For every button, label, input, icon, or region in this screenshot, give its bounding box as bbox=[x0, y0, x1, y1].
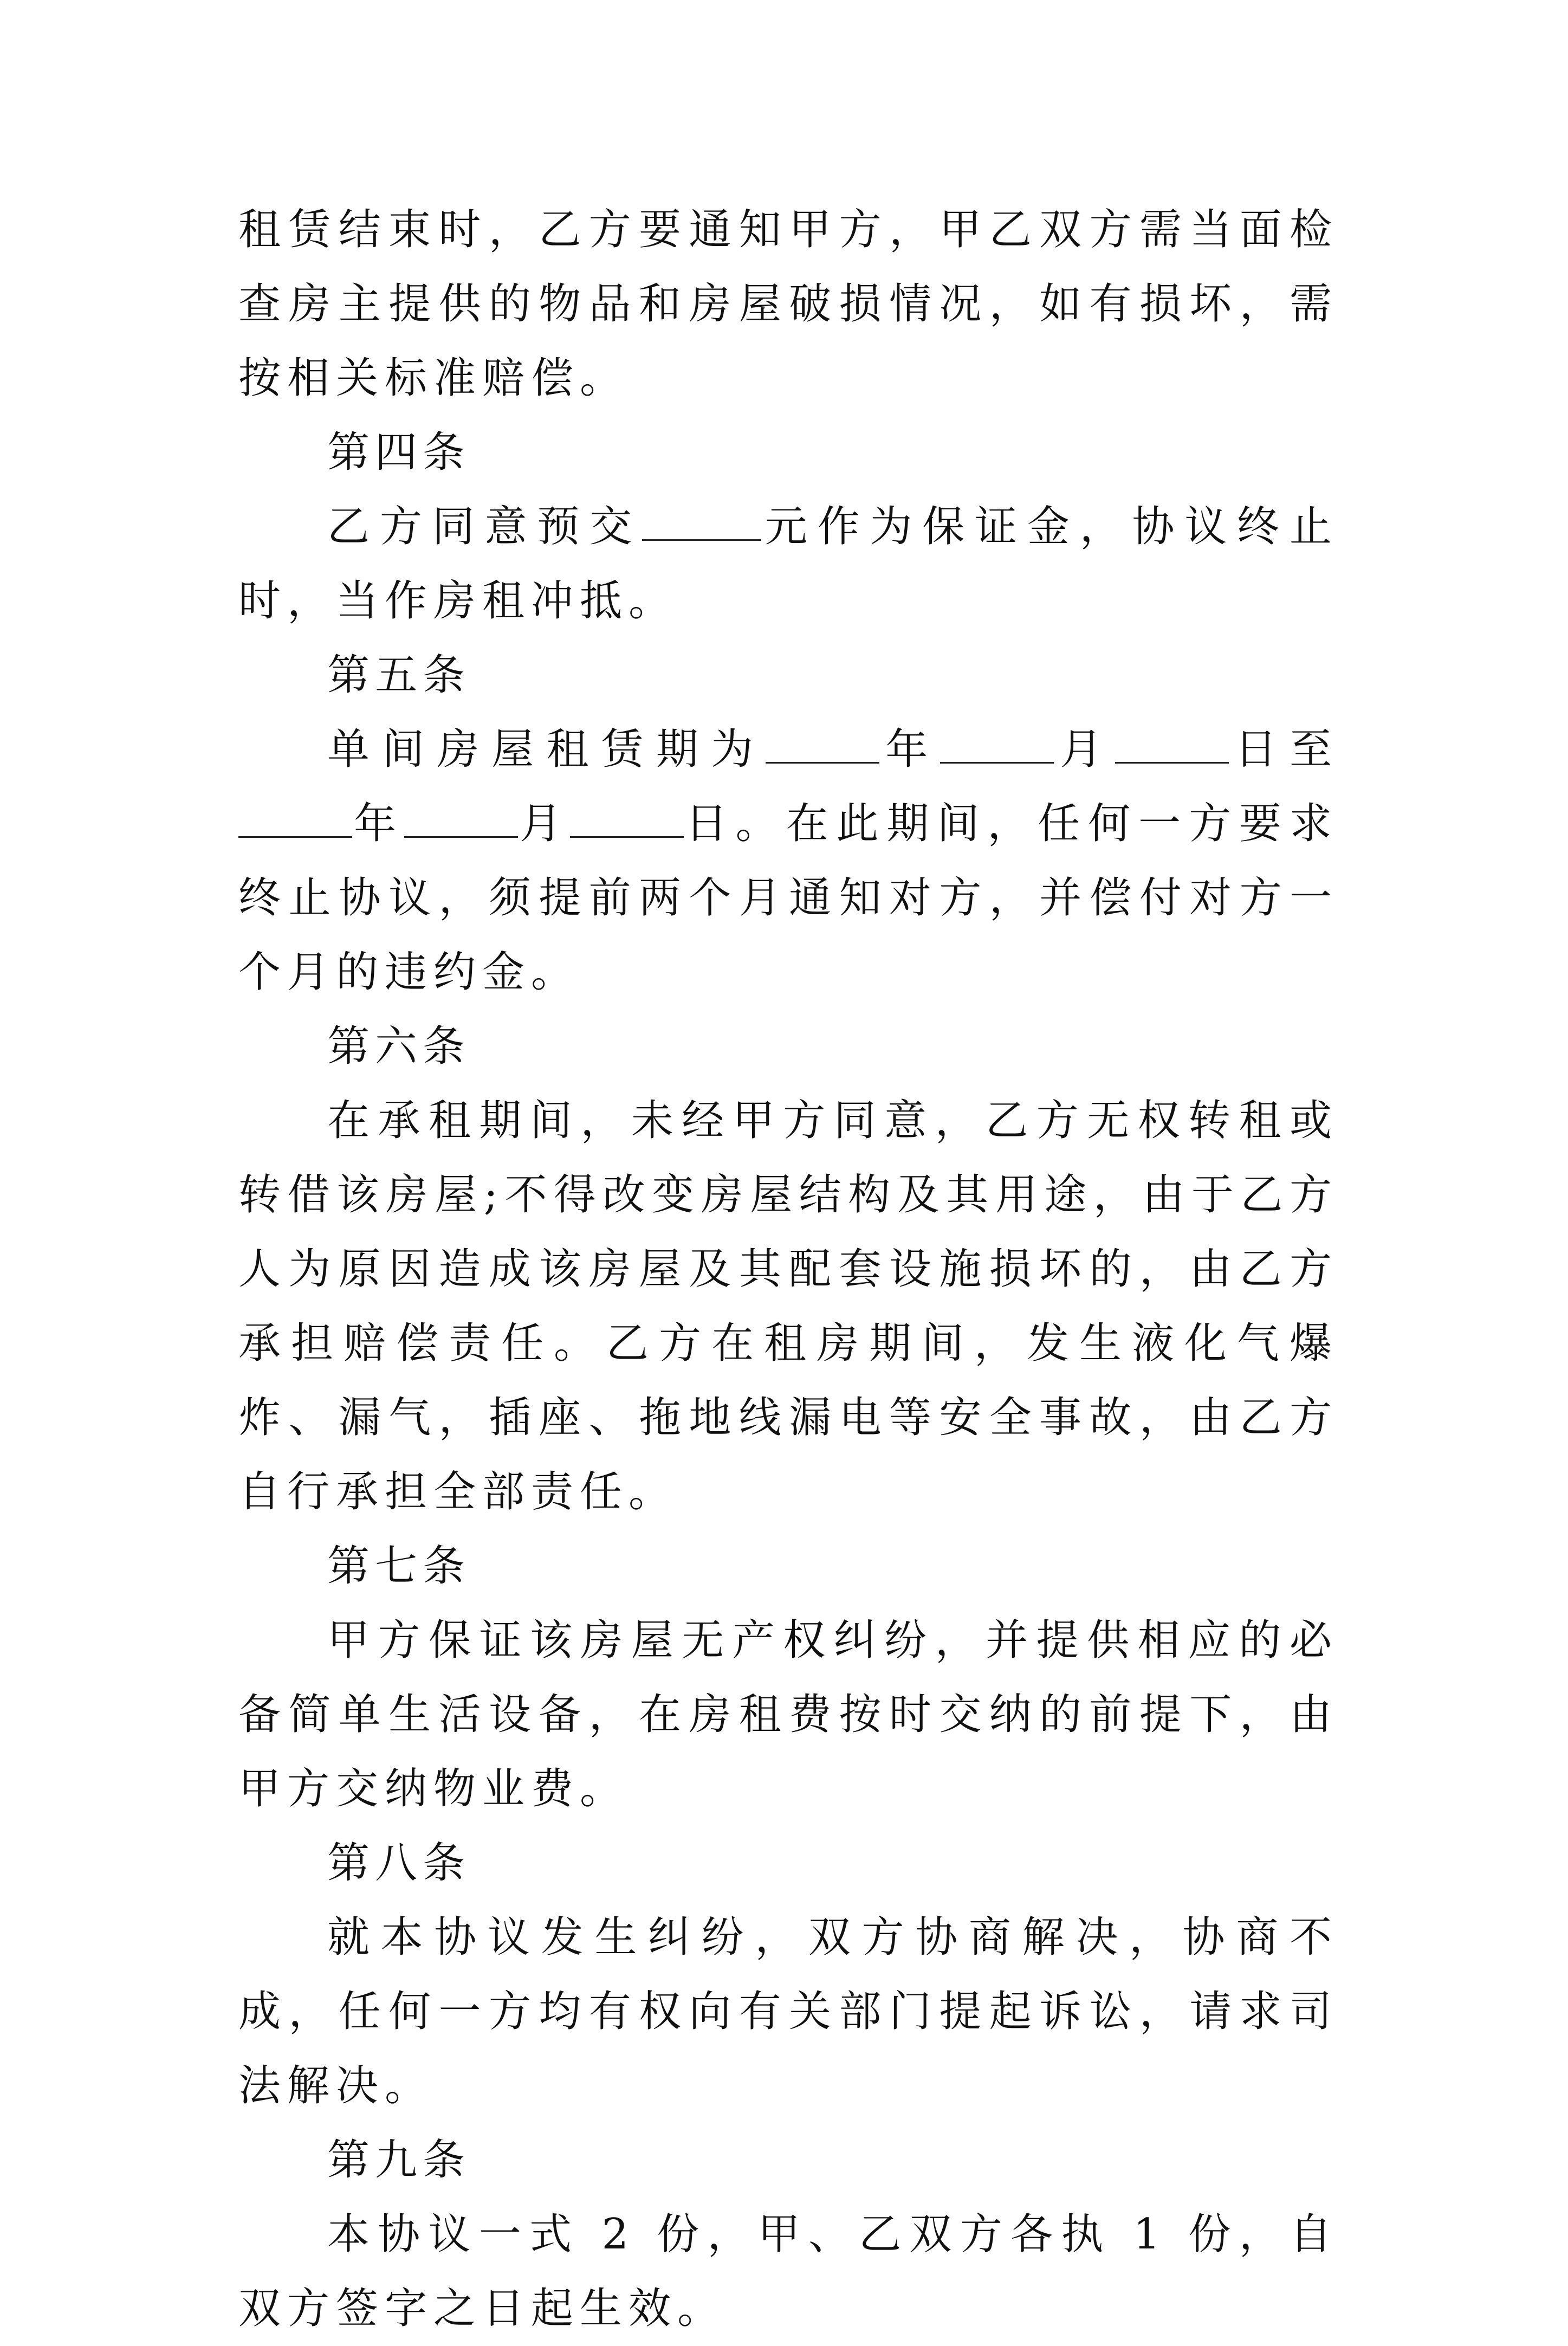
article-6-heading: 第六条 bbox=[327, 1022, 471, 1071]
document-page bbox=[238, 193, 1338, 2346]
article-5-heading: 第五条 bbox=[327, 651, 471, 700]
start-day-blank bbox=[1115, 729, 1229, 764]
end-year-blank bbox=[238, 804, 352, 838]
article-8-body: 就本协议发生纠纷，双方协商解决，协商不成，任何一方均有权向有关部门提起诉讼，请求司法解决。 bbox=[238, 1913, 1338, 2110]
article-9-body: 本协议一式 2 份，甲、乙双方各执 1 份，自双方签字之日起生效。 bbox=[238, 2210, 1338, 2333]
deposit-blank bbox=[642, 507, 761, 541]
paragraph-3-end: 租赁结束时，乙方要通知甲方，甲乙双方需当面检查房主提供的物品和房屋破损情况，如有损坏，需按相关标准赔偿。 bbox=[238, 205, 1338, 403]
article-5-body: 单间房屋租赁期为 年 月 日至年 月 日。在此期间，任何一方要求终止协议，须提前两个月通知对方，并偿付对方一个月的违约金。 bbox=[238, 725, 1338, 997]
article-8-heading: 第八条 bbox=[327, 1839, 471, 1888]
article-4-body: 乙方同意预交 元作为保证金，协议终止时，当作房租冲抵。 bbox=[238, 502, 1338, 625]
start-year-blank bbox=[766, 729, 879, 764]
article-9-heading: 第九条 bbox=[327, 2136, 471, 2185]
article-7-heading: 第七条 bbox=[327, 1542, 471, 1591]
end-month-blank bbox=[404, 804, 518, 838]
end-day-blank bbox=[570, 804, 684, 838]
article-7-body: 甲方保证该房屋无产权纠纷，并提供相应的必备简单生活设备，在房租费按时交纳的前提下，由甲方交纳物业费。 bbox=[238, 1616, 1338, 1813]
article-4-heading: 第四条 bbox=[327, 428, 471, 477]
article-6-body: 在承租期间，未经甲方同意，乙方无权转租或转借该房屋;不得改变房屋结构及其用途，由于乙方人为原因造成该房屋及其配套设施损坏的，由乙方承担赔偿责任。乙方在租房期间，发生液化气爆炸、漏气，插座、拖地线漏电等安全事故，由乙方自行承担全部责任。 bbox=[238, 1096, 1338, 1516]
start-month-blank bbox=[940, 729, 1054, 764]
